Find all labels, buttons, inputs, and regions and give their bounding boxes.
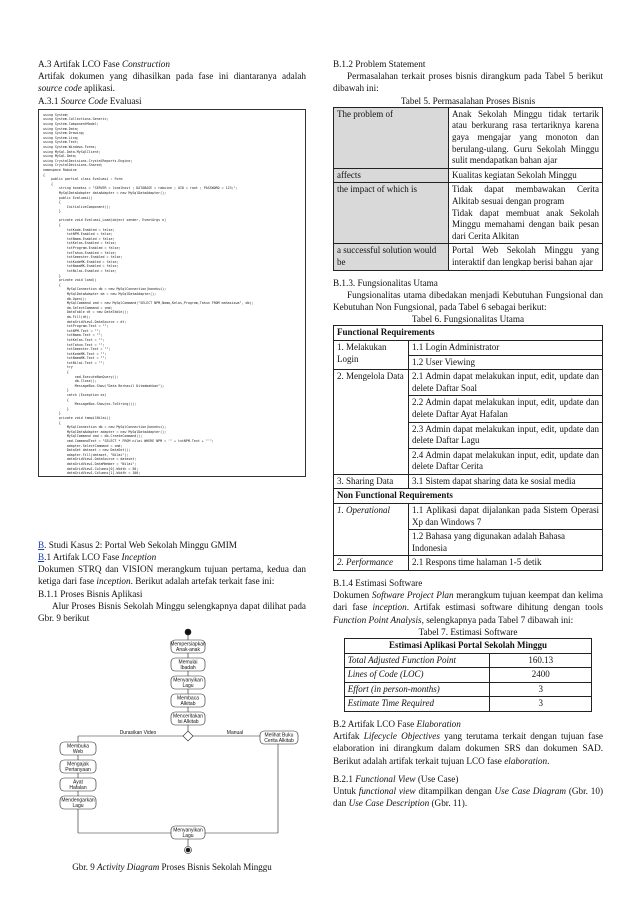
b21-italic-1: functional view bbox=[358, 786, 416, 797]
table-6-cell: 1.1 Aplikasi dapat dijalankan pada Sistem Operasi Xp dan Windows 7 bbox=[409, 504, 603, 530]
code-line: txtNamaMK.Enabled = false; bbox=[43, 264, 119, 269]
table-row bbox=[334, 370, 603, 396]
code-line: MessageBox.Show("Data Berhasil Ditambahkan"); bbox=[43, 383, 165, 388]
heading-a31 bbox=[38, 95, 306, 107]
table-row bbox=[334, 489, 603, 504]
b21-text-1: Untuk bbox=[333, 786, 359, 797]
table-7-key-cell: Total Adjusted Function Point bbox=[344, 653, 489, 668]
figure-9-caption bbox=[38, 861, 306, 873]
node-prepare-label-1: Mempersiapkan bbox=[170, 641, 206, 648]
b14-text-1: Dokumen bbox=[333, 590, 372, 601]
code-line: MySqlDataAdapter adapter = new MySqlDataAdapter(); bbox=[43, 429, 167, 434]
code-line: try bbox=[43, 365, 73, 370]
code-line: DataSet dataset = new DataSet(); bbox=[43, 448, 131, 453]
a3-text-2: aplikasi. bbox=[81, 83, 115, 94]
table-5-caption: Tabel 5. Permasalahan Proses Bisnis bbox=[400, 95, 536, 106]
b14-text-3: . Artifak estimasi software dihitung dengan tools bbox=[406, 602, 603, 613]
code-line: txtProgram.Text = ""; bbox=[43, 324, 109, 329]
table-6-cell: 2.1 Respons time halaman 1-5 detik bbox=[409, 556, 603, 571]
end-node-inner bbox=[186, 848, 190, 852]
table-row bbox=[334, 556, 603, 571]
heading-b-letter: B bbox=[38, 539, 45, 550]
code-line: dataGridView1.Columns[1].Width = 100; bbox=[43, 471, 141, 476]
activity-diagram bbox=[38, 628, 306, 858]
table-6-cell: 3. Sharing Data bbox=[334, 474, 409, 489]
heading-b1-text: .1 Artifak LCO Fase bbox=[44, 552, 122, 563]
code-line: txtKelas.Text = ""; bbox=[43, 337, 105, 342]
a3-text-1: Artifak dokumen yang dihasilkan pada fase ini diantaranya adalah bbox=[38, 71, 306, 82]
code-line: using System.Text; bbox=[43, 140, 79, 145]
table-row bbox=[344, 639, 591, 654]
code-line: txtKode.Enabled = false; bbox=[43, 227, 115, 232]
code-line: } bbox=[43, 406, 69, 411]
table-row bbox=[334, 474, 603, 489]
code-line: cmd.ExecuteNonQuery(); bbox=[43, 374, 119, 379]
code-line: txtNama.Text = ""; bbox=[43, 333, 103, 338]
node-prepare-label-2: Anak-anak bbox=[176, 647, 200, 654]
code-line: adapter.Fill(dataset, "Nilai"); bbox=[43, 452, 129, 457]
table-7-value-cell: 3 bbox=[490, 697, 592, 712]
code-line: MessageBox.Show(ex.ToString()); bbox=[43, 402, 137, 407]
table-7-value-cell: 2400 bbox=[490, 668, 592, 683]
code-line: private void tampilNilai() bbox=[43, 416, 111, 420]
code-line: txtNama.Enabled = false; bbox=[43, 236, 115, 241]
heading-b-text: . Studi Kasus 2: Portal Web Sekolah Minggu GMIM bbox=[44, 539, 237, 550]
code-line: txtKodeMK.Enabled = false; bbox=[43, 259, 119, 264]
code-line: using System.Windows.Forms; bbox=[43, 144, 97, 149]
code-line: txtNamaMK.Text = ""; bbox=[43, 356, 107, 361]
table-row bbox=[344, 697, 591, 712]
heading-a3-text: A.3 Artifak LCO Fase bbox=[38, 59, 122, 69]
table-row bbox=[334, 107, 603, 168]
node-start-worship-label-1: Memulai bbox=[178, 659, 198, 666]
code-line: MySqlDataAdapter dataAdapter = new MySqlDataAdapter(); bbox=[43, 190, 167, 195]
b1-text-1: Dokumen STRQ dan VISION merangkum tujuan pertama, kedua dan ketiga dari fase bbox=[38, 564, 306, 587]
node-read-book-label-1: Melihat Buku bbox=[264, 732, 294, 739]
code-line: MySqlConnection db = new MySqlConnection(koneksi); bbox=[43, 425, 167, 430]
table-7-value-cell: 3 bbox=[490, 682, 592, 697]
node-memory-verse-label-1: Ayat bbox=[73, 779, 83, 786]
code-line: da.Fill(dt); bbox=[43, 314, 91, 319]
heading-b11: B.1.1 Proses Bisnis Aplikasi bbox=[38, 588, 143, 599]
b21-text-3: (Gbr. 10) dan bbox=[333, 786, 604, 809]
table-5-value-cell: Kualitas kegiatan Sekolah Minggu bbox=[449, 168, 603, 183]
table-6-cell: 2.1 Admin dapat melakukan input, edit, update dan delete Daftar Soal bbox=[409, 370, 603, 396]
b14-italic-3: Function Point Analysis bbox=[333, 614, 422, 625]
node-tell-story-label-2: Isi Alkitab bbox=[177, 719, 199, 726]
paragraph-b14 bbox=[333, 589, 603, 626]
code-line: MySqlConnection db = new MySqlConnection(koneksi); bbox=[43, 287, 167, 292]
b2-text-3: . bbox=[547, 755, 550, 766]
code-line: namespace Rabuine bbox=[43, 167, 77, 172]
code-line: using CrystalDecisions.Shared; bbox=[43, 163, 103, 168]
b2-title-text: B.2 Artifak LCO Fase bbox=[333, 719, 417, 730]
caption-suffix: Proses Bisnis Sekolah Minggu bbox=[159, 862, 272, 873]
heading-b1 bbox=[38, 551, 306, 563]
node-open-web-label-1: Membuka bbox=[67, 743, 89, 750]
code-line: } bbox=[43, 388, 69, 393]
code-line: { bbox=[43, 397, 69, 402]
table-5-value-cell: Portal Web Sekolah Minggu yang interaktif dan lengkap berisi bahan ajar bbox=[449, 244, 603, 270]
node-sing-label-1: Menyanyikan bbox=[173, 677, 203, 684]
b21-italic-2: Use Case Diagram bbox=[494, 786, 567, 797]
code-line: } bbox=[43, 411, 61, 416]
b14-italic-1: Software Project Plan bbox=[371, 590, 454, 601]
source-code-listing bbox=[38, 109, 306, 477]
code-line: InitializeComponent(); bbox=[43, 204, 111, 209]
code-line: public Evaluasi() bbox=[43, 195, 93, 200]
table-6-caption: Tabel 6. Fungsionalitas Utama bbox=[411, 314, 525, 325]
code-line: { bbox=[43, 370, 69, 375]
branch-video-label: Durasikan Video bbox=[119, 730, 157, 737]
code-line: adapter.SelectCommand = cmd; bbox=[43, 443, 123, 448]
code-line: public partial class Evaluasi : Form bbox=[43, 177, 123, 182]
b21-title-italic: Functional View bbox=[355, 773, 416, 784]
code-line: using System.Linq; bbox=[43, 135, 79, 140]
code-line: using MySql.Data.MySqlClient; bbox=[43, 149, 101, 154]
table-6-cell: 1.1 Login Administrator bbox=[409, 340, 603, 355]
heading-b1-letter: B bbox=[38, 552, 45, 563]
b2-text-2: yang terutama terkait dengan tujuan fase elaboration ini dirangkum dalam dokumen SRS dan dokumen SAD. Berikut adalah artifak terkait tujuan LCO fase bbox=[333, 731, 604, 766]
heading-b2 bbox=[333, 718, 603, 730]
code-line: { bbox=[43, 200, 61, 205]
code-line: } bbox=[43, 209, 61, 214]
b21-title-text-2: (Use Case) bbox=[415, 773, 459, 784]
b21-title-text: B.2.1 bbox=[333, 773, 356, 784]
table-row bbox=[344, 653, 591, 668]
a31-text-2: Evaluasi bbox=[107, 95, 142, 106]
table-7-key-cell: Lines of Code (LOC) bbox=[344, 668, 489, 683]
code-line: txtNilai.Text = ""; bbox=[43, 360, 105, 365]
a3-italic: source code bbox=[38, 83, 82, 94]
b14-italic-2: inception bbox=[372, 602, 407, 613]
table-5-key-cell: the impact of which is bbox=[334, 183, 449, 244]
table-6 bbox=[333, 325, 603, 571]
code-line: MySqlDataAdapter da = new MySqlDataAdapter(); bbox=[43, 291, 157, 296]
code-line: dataGridView1.DataSource = dataset; bbox=[43, 457, 137, 462]
code-line: { bbox=[43, 420, 61, 425]
table-row bbox=[344, 682, 591, 697]
code-line: da.SelectCommand = cmd; bbox=[43, 305, 113, 310]
node-read-bible-label-1: Membaca bbox=[177, 695, 199, 702]
code-line: string koneksi = "SERVER = localhost ; DATABASE = rabuine ; UID = root ; PASSWORD = 123;"; bbox=[43, 186, 238, 191]
node-read-bible-label-2: Alkitab bbox=[180, 701, 196, 708]
code-line: private void Evaluasi_Load(object sender, EventArgs e) bbox=[43, 218, 167, 223]
table-7 bbox=[344, 638, 592, 712]
code-line: MySqlCommand cmd = new MySqlCommand("SELECT NPM,Nama,Kelas,Program,Tahun FROM mahasiswa", db); bbox=[43, 301, 254, 306]
table-6-cell: 2.2 Admin dapat melakukan input, edit, update dan delete Daftar Ayat Hafalan bbox=[409, 396, 603, 422]
node-listen-song-label-1: Mendengarkan bbox=[61, 797, 95, 804]
b2-title-italic: Elaboration bbox=[416, 719, 461, 730]
node-questions-label-1: Mengajak bbox=[67, 761, 89, 768]
node-memory-verse-label-2: Hafalan bbox=[69, 785, 87, 792]
table-row bbox=[334, 326, 603, 341]
code-line: txtNilai.Enabled = false; bbox=[43, 269, 117, 273]
b14-text-4: , selengkapnya pada Tabel 7 dibawah ini: bbox=[421, 614, 574, 625]
node-sing-end-label-2: Lagu bbox=[182, 833, 194, 840]
code-line: { bbox=[43, 223, 61, 228]
code-line: txtSemester.Text = ""; bbox=[43, 347, 111, 352]
code-line: cmd.CommandText = "SELECT * FROM nilai WHERE NPM = '" + txtNPM.Text + "'"; bbox=[43, 438, 214, 443]
code-line: txtTahun.Text = ""; bbox=[43, 342, 105, 347]
table-6-cell: 1. Operational bbox=[337, 505, 390, 516]
start-node bbox=[185, 629, 191, 635]
b2-italic-2: elaboration bbox=[504, 755, 548, 766]
node-open-web-label-2: Web bbox=[72, 749, 84, 756]
code-line: using MySql.Data; bbox=[43, 154, 77, 159]
b1-italic: inception bbox=[96, 576, 131, 587]
node-sing-end-label-1: Menyanyikan bbox=[173, 827, 203, 834]
table-6-cell: 2.3 Admin dapat melakukan input, edit, update dan delete Daftar Lagu bbox=[409, 422, 603, 448]
caption-italic: Activity Diagram bbox=[96, 862, 160, 873]
code-line: } bbox=[43, 273, 61, 278]
b14-text-2: merangkum tujuan keempat dan kelima dari fase bbox=[333, 590, 604, 613]
node-listen-song-label-2: Lagu bbox=[72, 803, 84, 810]
decision-node bbox=[183, 731, 193, 741]
heading-b13: B.1.3. Fungsionalitas Utama bbox=[333, 277, 438, 288]
table-row bbox=[334, 183, 603, 244]
b2-text-1: Artifak bbox=[333, 731, 364, 742]
branch-manual-label: Manual bbox=[226, 730, 244, 737]
table-6-cell: 3.1 Sistem dapat sharing data ke sosial media bbox=[409, 474, 603, 489]
table-7-key-cell: Estimate Time Required bbox=[344, 697, 489, 712]
code-line: using System; bbox=[43, 112, 69, 117]
table-7-header: Estimasi Aplikasi Portal Sekolah Minggu bbox=[344, 639, 591, 654]
left-column bbox=[38, 58, 306, 874]
heading-a3 bbox=[38, 58, 306, 70]
code-line: private void load() bbox=[43, 278, 97, 283]
code-line: txtNPM.Text = ""; bbox=[43, 328, 101, 333]
code-line: using System.ComponentModel; bbox=[43, 122, 99, 126]
paragraph-b13: Fungsionalitas utama dibedakan menjadi Kebutuhan Fungsional dan Kebutuhan Non Fungsional, pada Tabel 6 sebagai berikut: bbox=[333, 289, 603, 312]
code-line: txtTahun.Enabled = false; bbox=[43, 250, 117, 255]
code-line: { bbox=[43, 181, 53, 186]
a31-italic: Source Code bbox=[60, 95, 108, 106]
heading-b14: B.1.4 Estimasi Software bbox=[333, 578, 423, 589]
heading-b21 bbox=[333, 773, 603, 785]
table-row bbox=[334, 168, 603, 183]
table-6-cell: 2.4 Admin dapat melakukan input, edit, update dan delete Daftar Cerita bbox=[409, 448, 603, 474]
table-7-caption: Tabel 7. Estimasi Software bbox=[418, 626, 518, 637]
table-6-cell: 1.2 User Viewing bbox=[409, 355, 603, 370]
code-line: txtProgram.Enabled = false; bbox=[43, 246, 121, 251]
paragraph-b2 bbox=[333, 730, 603, 767]
table-6-cell: 2. Mengelola Data bbox=[334, 370, 409, 475]
table-5-key-cell: The problem of bbox=[334, 107, 449, 168]
a31-text-1: A.3.1 bbox=[38, 95, 61, 106]
code-line: DataTable dt = new DataTable(); bbox=[43, 310, 129, 315]
code-line: dataGridView1.Columns[0].Width = 50; bbox=[43, 466, 139, 471]
table-6-cell: 1.2 Bahasa yang digunakan adalah Bahasa Indonesia bbox=[409, 530, 603, 556]
table-5-key-cell: a successful solution would be bbox=[334, 244, 449, 270]
paragraph-a3 bbox=[38, 70, 306, 94]
code-line: dataGridView1.DataSource = dt; bbox=[43, 319, 127, 324]
b21-italic-3: Use Case Description bbox=[348, 798, 430, 809]
paragraph-b21 bbox=[333, 785, 603, 809]
table-6-cell: 2. Performance bbox=[337, 557, 393, 568]
code-line: using System.Drawing; bbox=[43, 131, 85, 136]
b21-text-2: ditampilkan dengan bbox=[415, 786, 495, 797]
table-5-value-cell: Anak Sekolah Minggu tidak tertarik atau berkurang rasa tertariknya karena gaya mengajar yang monoton dan berulang-ulang. Guru Sekolah Minggu sulit mendapatkan bahan ajar bbox=[449, 107, 603, 168]
table-row bbox=[334, 340, 603, 355]
code-line: catch (Exception ex) bbox=[43, 393, 107, 398]
code-line: { bbox=[43, 282, 61, 287]
code-line: txtSemester.Enabled = false; bbox=[43, 255, 123, 260]
b21-text-4: (Gbr. 11). bbox=[429, 798, 468, 809]
heading-b bbox=[38, 539, 306, 551]
code-line: { bbox=[43, 172, 45, 177]
code-line: using System.Collections.Generic; bbox=[43, 117, 109, 122]
heading-a3-italic: Construction bbox=[121, 59, 170, 69]
code-line: txtNPM.Enabled = false; bbox=[43, 232, 113, 237]
code-line: txtKelas.Enabled = false; bbox=[43, 241, 117, 246]
table-6-cell: 1. Melakukan Login bbox=[334, 340, 409, 369]
heading-b12: B.1.2 Problem Statement bbox=[333, 59, 426, 69]
paragraph-b1 bbox=[38, 563, 306, 587]
table-row bbox=[334, 244, 603, 270]
node-sing-label-2: Lagu bbox=[182, 683, 194, 690]
code-line: txtKodeMK.Text = ""; bbox=[43, 351, 107, 356]
table-row bbox=[344, 668, 591, 683]
code-line: db.Open(); bbox=[43, 296, 87, 301]
table-5 bbox=[333, 107, 603, 271]
code-line: using System.Data; bbox=[43, 126, 79, 131]
code-line: MySqlCommand cmd = db.CreateCommand(); bbox=[43, 434, 143, 439]
table-7-key-cell: Effort (in person-months) bbox=[344, 682, 489, 697]
table-5-value-cell: Tidak dapat membawakan Cerita Alkitab sesuai dengan program Tidak dapat membuat anak Sekolah Minggu memahami dengan baik pesan dari Cerita Alkitan bbox=[449, 183, 603, 244]
table-6-fr-header: Functional Requirements bbox=[334, 326, 603, 341]
table-row bbox=[334, 504, 603, 530]
code-line: dataGridView1.DataMember = "Nilai"; bbox=[43, 461, 137, 466]
paragraph-b12: Permasalahan terkait proses bisnis dirangkum pada Tabel 5 berikut dibawah ini: bbox=[333, 71, 603, 94]
code-line: db.Close(); bbox=[43, 379, 97, 384]
heading-b1-italic: Inception bbox=[121, 552, 157, 563]
right-column bbox=[333, 58, 603, 809]
caption-prefix: Gbr. 9 bbox=[72, 862, 97, 873]
table-5-key-cell: affects bbox=[334, 168, 449, 183]
b1-text-2: . Berikut adalah artefak terkait fase ini: bbox=[130, 576, 275, 587]
code-line: using CrystalDecisions.CrystalReports.Engine; bbox=[43, 158, 133, 163]
node-start-worship-label-2: Ibadah bbox=[180, 665, 196, 672]
node-tell-story-label-1: Menceritakan bbox=[172, 713, 204, 720]
node-questions-label-2: Pertanyaan bbox=[65, 767, 91, 774]
table-7-value-cell: 160.13 bbox=[490, 653, 592, 668]
paragraph-b11: Alur Proses Bisnis Sekolah Minggu selengkapnya dapat dilihat pada Gbr. 9 berikut bbox=[38, 600, 306, 624]
b2-italic-1: Lifecycle Objectives bbox=[363, 731, 440, 742]
table-6-nfr-header: Non Functional Requirements bbox=[334, 489, 603, 504]
node-read-book-label-2: Cerita Alkitab bbox=[264, 738, 294, 745]
